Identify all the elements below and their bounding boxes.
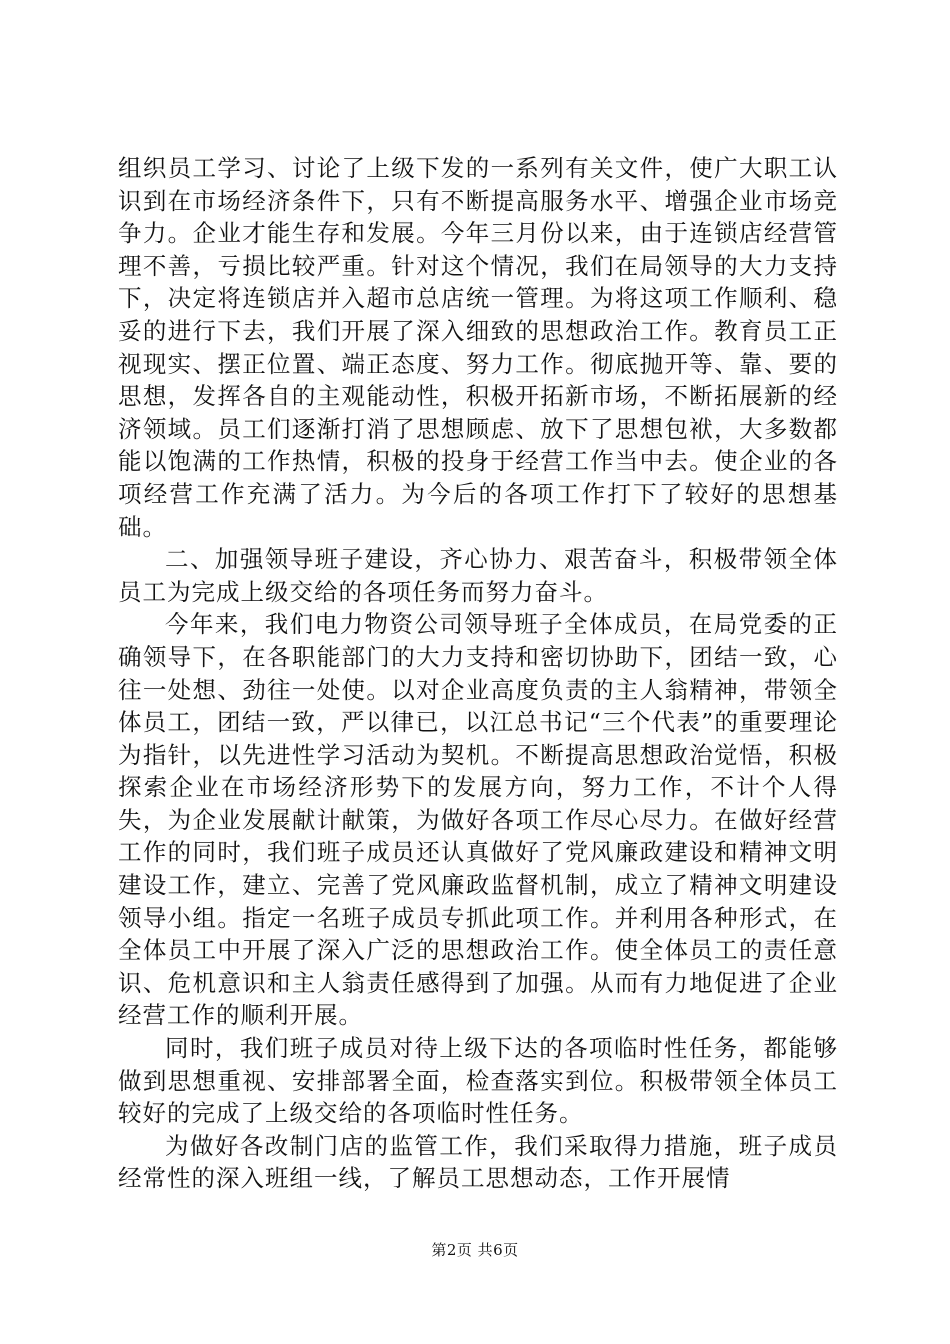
paragraph-store-supervision: 为做好各改制门店的监管工作，我们采取得力措施，班子成员经常性的深入班组一线，了解员工思想动态，工作开展情 xyxy=(118,1131,838,1193)
paragraph-section-heading: 二、加强领导班子建设，齐心协力、艰苦奋斗，积极带领全体员工为完成上级交给的各项任务而努力奋斗。 xyxy=(118,545,838,606)
paragraph-leadership: 今年来，我们电力物资公司领导班子全体成员，在局党委的正确领导下，在各职能部门的大力支持和密切协助下，团结一致，心往一处想、劲往一处使。以对企业高度负责的主人翁精神，带领全体员工，团结一致，严以律已，以江总书记“三个代表”的重要理论为指针，以先进性学习活动为契机。不断提高思想政治觉悟，积极探索企业在市场经济形势下的发展方向，努力工作，不计个人得失，为企业发展献计献策，为做好各项工作尽心尽力。在做好经营工作的同时，我们班子成员还认真做好了党风廉政建设和精神文明建设工作，建立、完善了党风廉政监督机制，成立了精神文明建设领导小组。指定一名班子成员专抓此项工作。并利用各种形式，在全体员工中开展了深入广泛的思想政治工作。使全体员工的责任意识、危机意识和主人翁责任感得到了加强。从而有力地促进了企业经营工作的顺利开展。 xyxy=(118,610,838,1030)
paragraph-continuation: 组织员工学习、讨论了上级下发的一系列有关文件，使广大职工认识到在市场经济条件下，只有不断提高服务水平、增强企业市场竞争力。企业才能生存和发展。今年三月份以来，由于连锁店经营管理不善，亏损比较严重。针对这个情况，我们在局领导的大力支持下，决定将连锁店并入超市总店统一管理。为将这项工作顺利、稳妥的进行下去，我们开展了深入细致的思想政治工作。教育员工正视现实、摆正位置、端正态度、努力工作。彻底抛开等、靠、要的思想，发挥各自的主观能动性，积极开拓新市场，不断拓展新的经济领域。员工们逐渐打消了思想顾虑、放下了思想包袱，大多数都能以饱满的工作热情，积极的投身于经营工作当中去。使企业的各项经营工作充满了活力。为今后的各项工作打下了较好的思想基础。 xyxy=(118,154,838,541)
document-body xyxy=(118,152,838,1195)
page-number-footer: 第2页 共6页 xyxy=(431,1241,519,1259)
paragraph-temporary-tasks: 同时，我们班子成员对待上级下达的各项临时性任务，都能够做到思想重视、安排部署全面，检查落实到位。积极带领全体员工较好的完成了上级交给的各项临时性任务。 xyxy=(118,1034,838,1128)
